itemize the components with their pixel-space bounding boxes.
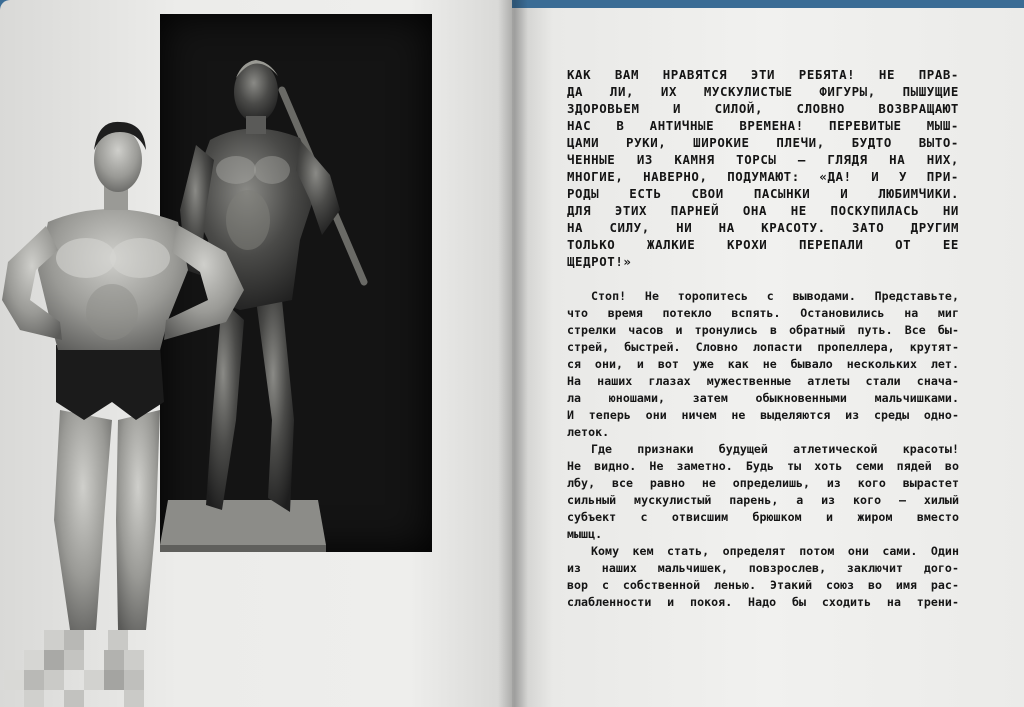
body-line: лбу, все равно не определишь, из кого вырастет [567, 476, 959, 490]
body-line: Кому кем стать, определят потом они сами. Один [591, 544, 959, 558]
body-line: сильный мускулистый парень, а из кого — хилый [567, 493, 959, 507]
body-line: ся они, и вот уже как не бывало нескольких лет. [567, 357, 959, 371]
body-line: Где признаки будущей атлетической красоты! [591, 442, 959, 456]
body-line: На наших глазах мужественные атлеты стали снача- [567, 374, 959, 388]
caps-line: НАС В АНТИЧНЫЕ ВРЕМЕНА! ПЕРЕВИТЫЕ МЫШ- [567, 118, 959, 133]
caps-line: РОДЫ ЕСТЬ СВОИ ПАСЫНКИ И ЛЮБИМЧИКИ. [567, 186, 959, 201]
caps-line: ЗДОРОВЬЕМ И СИЛОЙ, СЛОВНО ВОЗВРАЩАЮТ [567, 101, 959, 116]
body-line: слабленности и покоя. Надо бы сходить на трени- [567, 595, 959, 609]
caps-line: КАК ВАМ НРАВЯТСЯ ЭТИ РЕБЯТА! НЕ ПРАВ- [567, 67, 959, 82]
body-line: из наших мальчишек, повзрослев, заключит дого- [567, 561, 959, 575]
caps-line: ЩЕДРОТ!» [567, 254, 632, 269]
body-line: субъект с отвисшим брюшком и жиром вместо [567, 510, 959, 524]
caps-line: ДА ЛИ, ИХ МУСКУЛИСТЫЕ ФИГУРЫ, ПЫШУЩИЕ [567, 84, 959, 99]
caps-line: ТОЛЬКО ЖАЛКИЕ КРОХИ ПЕРЕПАЛИ ОТ ЕЕ [567, 237, 959, 252]
body-paragraphs [567, 288, 959, 611]
body-line: мышц. [567, 527, 603, 541]
body-line: Стоп! Не торопитесь с выводами. Представьте, [591, 289, 959, 303]
intro-caps-paragraph [567, 66, 959, 270]
statue-photo-panel [160, 14, 432, 552]
caps-line: ЦАМИ РУКИ, ШИРОКИЕ ПЛЕЧИ, БУДТО ВЫТО- [567, 135, 959, 150]
body-line: стрелки часов и тронулись в обратный путь. Все бы- [567, 323, 959, 337]
right-page-text [567, 66, 959, 611]
caps-line: МНОГИЕ, НАВЕРНО, ПОДУМАЮТ: «ДА! И У ПРИ- [567, 169, 959, 184]
body-line: стрей, быстрей. Словно лопасти пропеллера, крутят- [567, 340, 959, 354]
body-line: вор с собственной ленью. Этакий союз во имя рас- [567, 578, 959, 592]
caps-line: ЧЕННЫЕ ИЗ КАМНЯ ТОРСЫ — ГЛЯДЯ НА НИХ, [567, 152, 959, 167]
body-line: ла юношами, затем обыкновенными мальчишками. [567, 391, 959, 405]
body-line: И теперь они ничем не выделяются из среды одно- [567, 408, 959, 422]
body-line: Не видно. Не заметно. Будь ты хоть семи пядей во [567, 459, 959, 473]
body-line: что время потекло вспять. Остановились на миг [567, 306, 959, 320]
body-line: леток. [567, 425, 610, 439]
caps-line: НА СИЛУ, НИ НА КРАСОТУ. ЗАТО ДРУГИМ [567, 220, 959, 235]
book-gutter [498, 0, 528, 707]
caps-line: ДЛЯ ЭТИХ ПАРНЕЙ ОНА НЕ ПОСКУПИЛАСЬ НИ [567, 203, 959, 218]
